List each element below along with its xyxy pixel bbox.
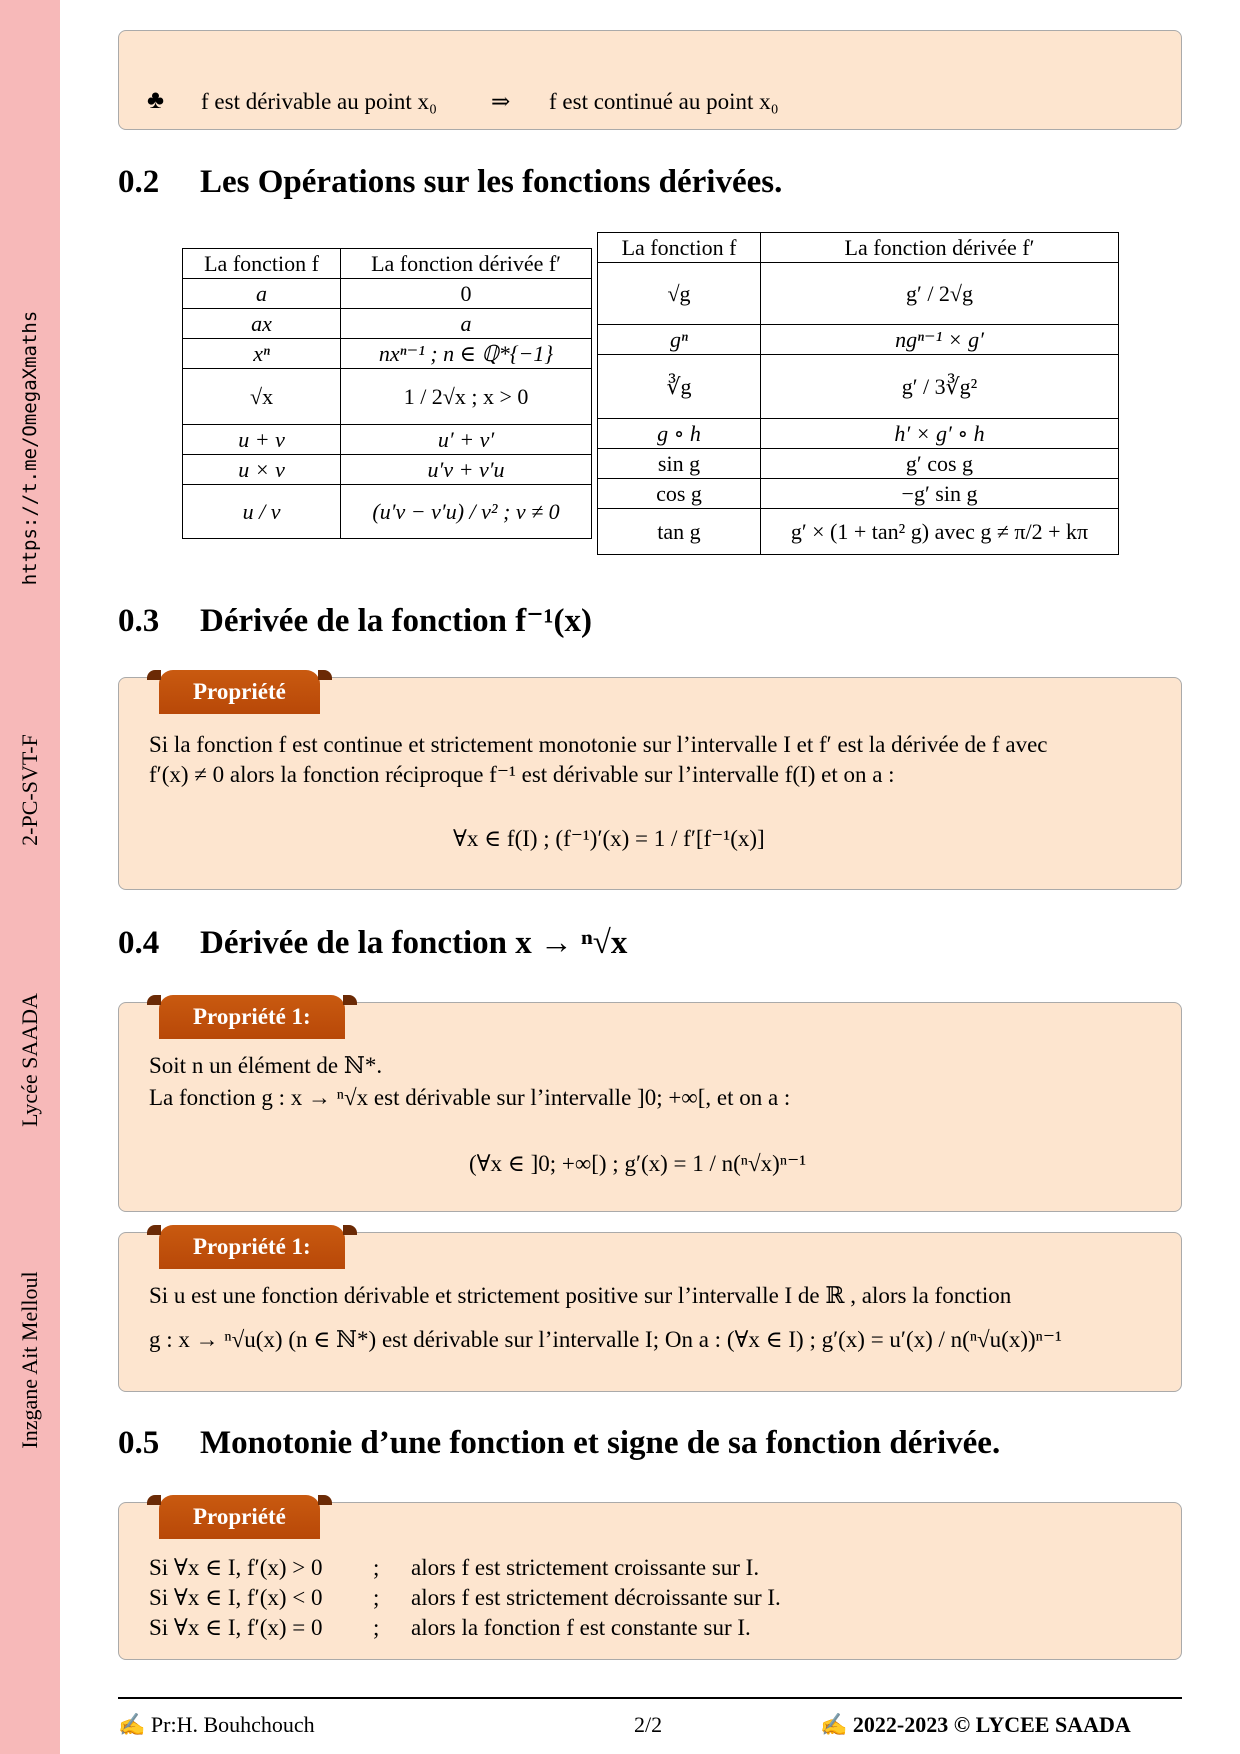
- property-text-line1: Si u est une fonction dérivable et strictement positive sur l’intervalle I de ℝ , alors la fonction: [149, 1283, 1012, 1308]
- footer-right: [820, 1712, 1131, 1738]
- section-0-4-heading: [118, 925, 627, 962]
- property-text-line1: Si la fonction f est continue et strictement monotonie sur l’intervalle I et f′ est la dérivée de f avec: [149, 732, 1048, 757]
- table-cell: u′v + v′u: [427, 456, 505, 482]
- table-cell: u + v: [238, 426, 285, 452]
- table-cell: sin g: [598, 449, 761, 479]
- monotony-separator: ;: [373, 1585, 380, 1610]
- table-cell: gⁿ: [670, 326, 688, 352]
- section-number: 0.5: [118, 1425, 160, 1461]
- table-cell: u′ + v′: [437, 426, 495, 452]
- table-header: La fonction f: [183, 249, 341, 279]
- table-cell: g′ cos g: [761, 449, 1119, 479]
- table-cell: cos g: [598, 479, 761, 509]
- table-cell: g′ × (1 + tan² g) avec g ≠ π/2 + kπ: [761, 509, 1119, 555]
- section-number: 0.3: [118, 603, 160, 639]
- table-cell: tan g: [598, 509, 761, 555]
- table-cell: nxⁿ⁻¹ ; n ∈ ℚ*{−1}: [378, 340, 554, 366]
- monotony-condition: Si ∀x ∈ I, f′(x) < 0: [149, 1585, 323, 1610]
- property-tab: Propriété: [159, 1495, 320, 1539]
- property-tab: Propriété: [159, 670, 320, 714]
- property-tab: Propriété 1:: [159, 1225, 345, 1269]
- table-cell: −g′ sin g: [761, 479, 1119, 509]
- top-property-box: [118, 30, 1182, 130]
- table-cell: ngⁿ⁻¹ × g′: [895, 326, 984, 352]
- writing-hand-icon: ✍: [118, 1712, 146, 1737]
- derivatives-table-1: [182, 248, 592, 539]
- top-box-left: f est dérivable au point x₀: [201, 89, 438, 114]
- section-title: Dérivée de la fonction f⁻¹(x): [200, 603, 593, 639]
- table-cell: ax: [251, 310, 272, 336]
- section-title: Monotonie d’une fonction et signe de sa fonction dérivée.: [200, 1425, 1001, 1461]
- implies-arrow: ⇒: [491, 89, 511, 114]
- writing-hand-icon: ✍: [820, 1712, 848, 1737]
- top-box-right: f est continué au point x₀: [549, 89, 779, 114]
- property-box-nth-root-composite: [118, 1232, 1182, 1392]
- sidebar: [0, 0, 60, 1754]
- table-cell: g′ / 3∛g²: [761, 355, 1119, 419]
- property-text-line2: f′(x) ≠ 0 alors la fonction réciproque f⁻¹ est dérivable sur l’intervalle f(I) et on a :: [149, 762, 895, 787]
- table-cell: g′ / 2√g: [761, 263, 1119, 325]
- section-0-5-heading: [118, 1425, 1000, 1462]
- property-text-line1: Soit n un élément de ℕ*.: [149, 1053, 383, 1078]
- property-formula: ∀x ∈ f(I) ; (f⁻¹)′(x) = 1 / f′[f⁻¹(x)]: [453, 826, 765, 851]
- section-title: Dérivée de la fonction x → ⁿ√x: [200, 925, 628, 961]
- section-0-3-heading: [118, 600, 592, 640]
- property-text-line2: La fonction g : x → ⁿ√x est dérivable sur l’intervalle ]0; +∞[, et on a :: [149, 1085, 791, 1110]
- property-text-line2: g : x → ⁿ√u(x) (n ∈ ℕ*) est dérivable sur l’intervalle I; On a : (∀x ∈ I) ; g′(x) = u′(x) / n(ⁿ√u(x))ⁿ⁻¹: [149, 1327, 1062, 1352]
- monotony-conclusion: alors f est strictement croissante sur I.: [411, 1555, 760, 1580]
- table-cell: a: [460, 310, 472, 336]
- table-cell: ∛g: [598, 355, 761, 419]
- sidebar-school: Lycée SAADA: [17, 993, 42, 1127]
- table-cell: √x: [183, 369, 341, 425]
- property-formula: (∀x ∈ ]0; +∞[) ; g′(x) = 1 / n(ⁿ√x)ⁿ⁻¹: [469, 1151, 807, 1176]
- property-tab: Propriété 1:: [159, 995, 345, 1039]
- section-number: 0.4: [118, 925, 160, 961]
- derivatives-table-2: [597, 232, 1119, 555]
- table-cell: xⁿ: [253, 340, 270, 366]
- property-box-nth-root: [118, 1002, 1182, 1212]
- monotony-separator: ;: [373, 1555, 380, 1580]
- section-number: 0.2: [118, 164, 160, 200]
- footer-rule: [118, 1697, 1182, 1699]
- table-cell: h′ × g′ ∘ h: [894, 420, 985, 446]
- table-header: La fonction f: [598, 233, 761, 263]
- monotony-condition: Si ∀x ∈ I, f′(x) > 0: [149, 1555, 323, 1580]
- table-cell: a: [256, 280, 268, 306]
- monotony-separator: ;: [373, 1615, 380, 1640]
- property-box-monotony: [118, 1502, 1182, 1660]
- table-cell: g ∘ h: [657, 420, 701, 446]
- table-cell: 0: [341, 279, 592, 309]
- table-cell: 1 / 2√x ; x > 0: [341, 369, 592, 425]
- monotony-conclusion: alors la fonction f est constante sur I.: [411, 1615, 751, 1640]
- footer-author-name: Pr:H. Bouhchouch: [150, 1712, 315, 1737]
- section-0-2-heading: [118, 164, 782, 201]
- sidebar-city: Inzgane Ait Melloul: [17, 1271, 42, 1449]
- footer-page-number: 2/2: [634, 1712, 663, 1737]
- table-header: La fonction dérivée f′: [341, 249, 592, 279]
- monotony-conclusion: alors f est strictement décroissante sur I.: [411, 1585, 781, 1610]
- sidebar-url[interactable]: https://t.me/OmegaXmaths: [19, 310, 41, 586]
- table-cell: u / v: [242, 498, 281, 524]
- monotony-condition: Si ∀x ∈ I, f′(x) = 0: [149, 1615, 323, 1640]
- table-header: La fonction dérivée f′: [761, 233, 1119, 263]
- table-cell: √g: [598, 263, 761, 325]
- section-title: Les Opérations sur les fonctions dérivées.: [200, 164, 783, 200]
- sidebar-class: 2-PC-SVT-F: [17, 734, 42, 846]
- table-cell: u × v: [238, 456, 285, 482]
- footer-author: [118, 1712, 315, 1738]
- footer-year-school: 2022-2023 © LYCEE SAADA: [852, 1712, 1131, 1737]
- club-bullet-icon: ♣: [147, 85, 165, 114]
- property-box-reciprocal: [118, 677, 1182, 890]
- table-cell: (u′v − v′u) / v² ; v ≠ 0: [372, 498, 560, 524]
